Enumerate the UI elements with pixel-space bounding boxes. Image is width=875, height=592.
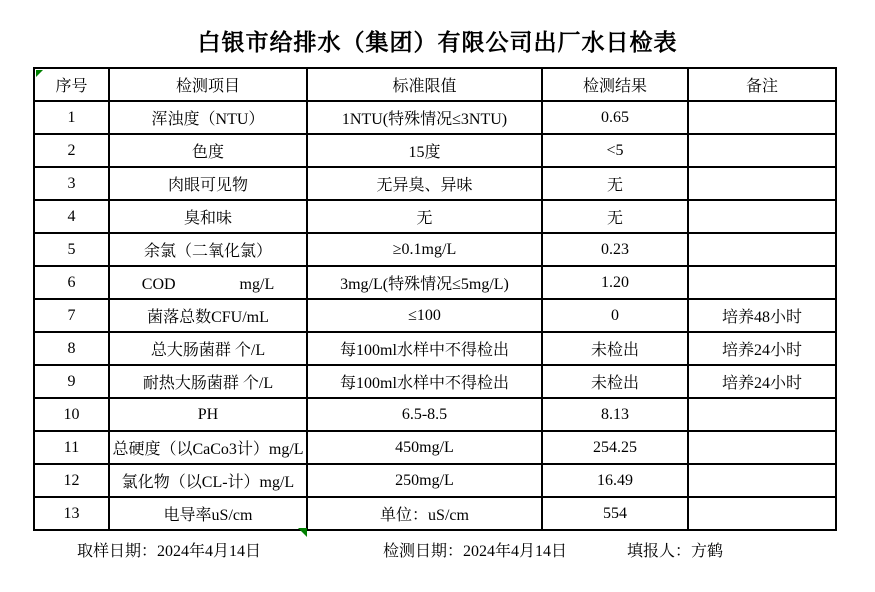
header-no: 序号 <box>34 68 109 101</box>
cell-result: 0.23 <box>542 233 688 266</box>
cell-limit: 无异臭、异味 <box>307 167 542 200</box>
cell-no: 4 <box>34 200 109 233</box>
cell-remark <box>688 398 836 431</box>
cell-result: 无 <box>542 200 688 233</box>
cell-remark: 培养48小时 <box>688 299 836 332</box>
cell-remark <box>688 134 836 167</box>
cell-no: 7 <box>34 299 109 332</box>
header-result: 检测结果 <box>542 68 688 101</box>
cell-remark <box>688 233 836 266</box>
cell-item: 总大肠菌群 个/L <box>109 332 307 365</box>
page-title: 白银市给排水（集团）有限公司出厂水日检表 <box>197 30 678 55</box>
cell-remark: 培养24小时 <box>688 332 836 365</box>
cell-limit: 无 <box>307 200 542 233</box>
cell-no: 8 <box>34 332 109 365</box>
cell-limit: 3mg/L(特殊情况≤5mg/L) <box>307 266 542 299</box>
testing-date-label: 检测日期：2024年4月14日 <box>383 543 568 560</box>
header-limit: 标准限值 <box>307 68 542 101</box>
cell-item: COD mg/L <box>109 266 307 299</box>
cell-no: 3 <box>34 167 109 200</box>
cell-limit: 15度 <box>307 134 542 167</box>
cell-limit: ≥0.1mg/L <box>307 233 542 266</box>
table-row <box>34 134 836 167</box>
cell-remark <box>688 464 836 497</box>
cell-item: PH <box>109 398 307 431</box>
cell-remark <box>688 167 836 200</box>
cell-limit: 每100ml水样中不得检出 <box>307 365 542 398</box>
cell-item: 色度 <box>109 134 307 167</box>
table-row <box>34 266 836 299</box>
cell-remark <box>688 101 836 134</box>
cell-no: 5 <box>34 233 109 266</box>
cell-item: 氯化物（以CL-计）mg/L <box>109 464 307 497</box>
cell-remark <box>688 266 836 299</box>
table-row <box>34 464 836 497</box>
cell-limit: ≤100 <box>307 299 542 332</box>
cell-result: 1.20 <box>542 266 688 299</box>
cell-result: 未检出 <box>542 332 688 365</box>
cell-item: 菌落总数CFU/mL <box>109 299 307 332</box>
cell-no: 6 <box>34 266 109 299</box>
cell-limit: 250mg/L <box>307 464 542 497</box>
table-row <box>34 431 836 464</box>
cell-result: 0 <box>542 299 688 332</box>
cell-remark <box>688 200 836 233</box>
cell-item: 电导率uS/cm <box>109 497 307 530</box>
cell-corner-marker-icon <box>298 528 307 537</box>
table-row <box>34 101 836 134</box>
table-row <box>34 398 836 431</box>
table-row <box>34 497 836 530</box>
cell-limit: 1NTU(特殊情况≤3NTU) <box>307 101 542 134</box>
table-row <box>34 167 836 200</box>
footer <box>0 538 875 558</box>
table-row <box>34 299 836 332</box>
cell-no: 2 <box>34 134 109 167</box>
cell-item: 总硬度（以CaCo3计）mg/L <box>109 431 307 464</box>
cell-item: 肉眼可见物 <box>109 167 307 200</box>
cell-limit: 每100ml水样中不得检出 <box>307 332 542 365</box>
table-row <box>34 332 836 365</box>
header-item: 检测项目 <box>109 68 307 101</box>
cell-corner-marker-icon <box>36 70 43 77</box>
table-header-row <box>34 68 836 101</box>
cell-result: 0.65 <box>542 101 688 134</box>
sampling-date-label: 取样日期：2024年4月14日 <box>77 543 262 560</box>
cell-result: 554 <box>542 497 688 530</box>
table-row <box>34 200 836 233</box>
cell-limit: 450mg/L <box>307 431 542 464</box>
cell-no: 1 <box>34 101 109 134</box>
cell-item: 耐热大肠菌群 个/L <box>109 365 307 398</box>
cell-result: <5 <box>542 134 688 167</box>
cell-no: 9 <box>34 365 109 398</box>
cell-remark <box>688 497 836 530</box>
reporter-label: 填报人：方鹤 <box>627 543 724 560</box>
cell-remark: 培养24小时 <box>688 365 836 398</box>
cell-item: 臭和味 <box>109 200 307 233</box>
cell-no: 11 <box>34 431 109 464</box>
cell-limit: 6.5-8.5 <box>307 398 542 431</box>
cell-result: 8.13 <box>542 398 688 431</box>
cell-item: 余氯（二氧化氯） <box>109 233 307 266</box>
cell-item: 浑浊度（NTU） <box>109 101 307 134</box>
cell-result: 254.25 <box>542 431 688 464</box>
table-row <box>34 233 836 266</box>
cell-result: 未检出 <box>542 365 688 398</box>
cell-no: 10 <box>34 398 109 431</box>
cell-remark <box>688 431 836 464</box>
cell-limit: 单位：uS/cm <box>307 497 542 530</box>
cell-result: 无 <box>542 167 688 200</box>
header-remark: 备注 <box>688 68 836 101</box>
cell-result: 16.49 <box>542 464 688 497</box>
cell-no: 13 <box>34 497 109 530</box>
table-row <box>34 365 836 398</box>
inspection-table <box>33 67 837 531</box>
cell-no: 12 <box>34 464 109 497</box>
